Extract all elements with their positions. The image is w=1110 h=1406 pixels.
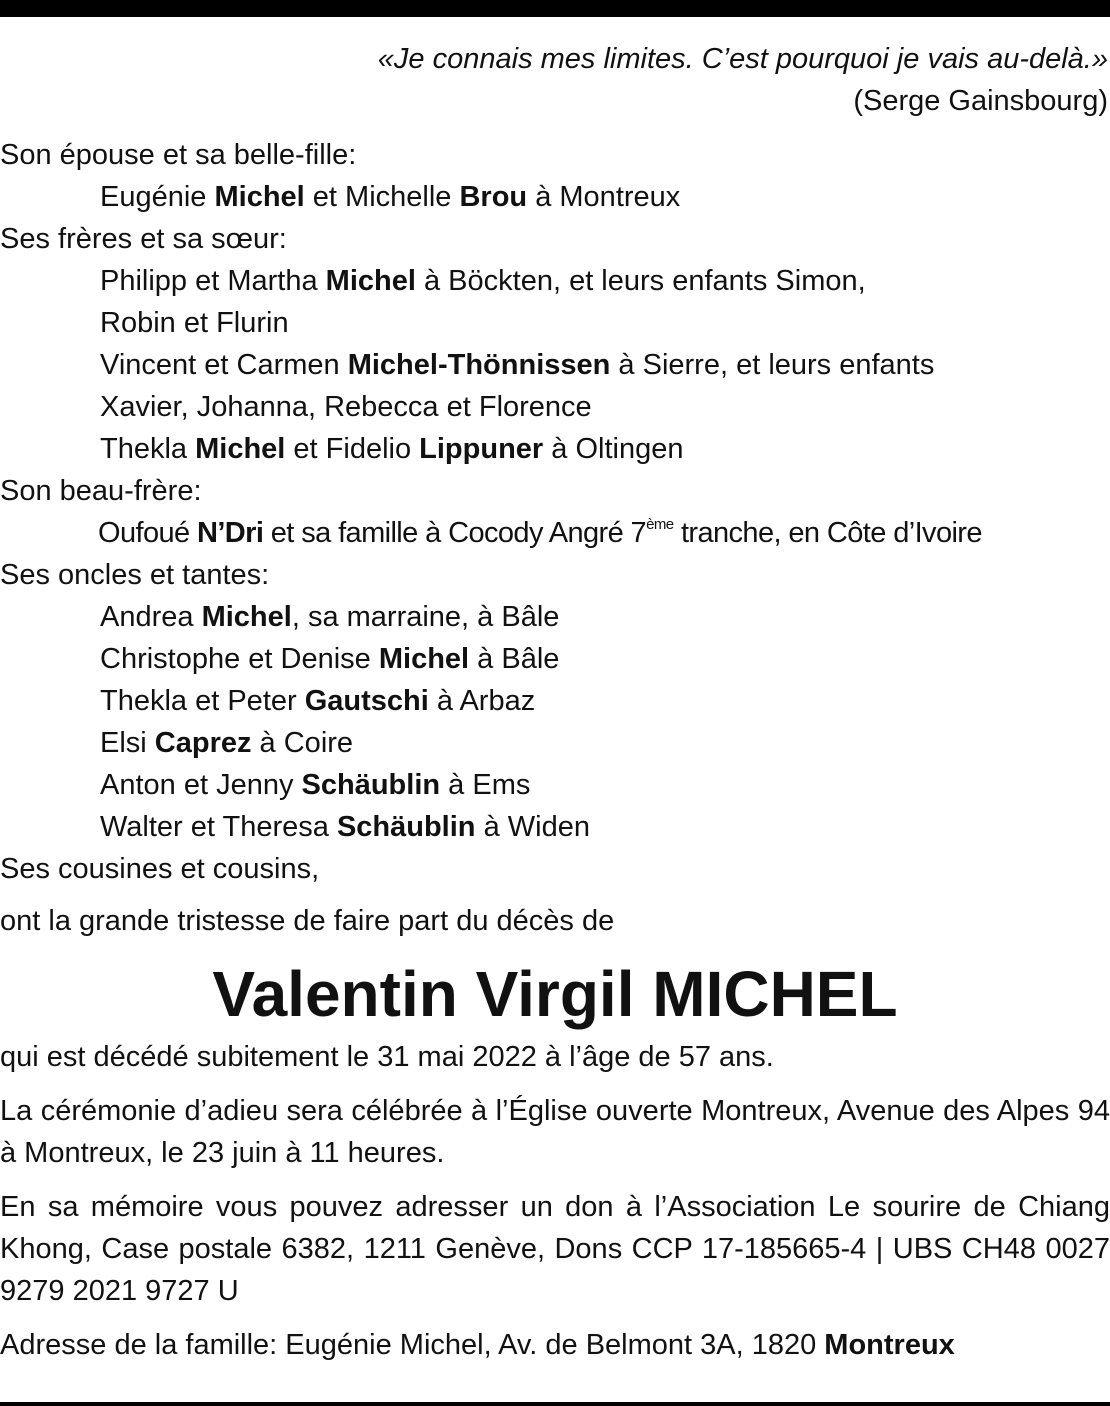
family-group-heading: Ses frères et sa sœur: [0,223,287,255]
text-segment: à Widen [475,811,590,843]
family-address-text: Adresse de la famille: Eugénie Michel, Av. de Belmont 3A, 1820 [0,1329,825,1361]
family-group-heading: Son beau-frère: [0,475,202,507]
text-segment: et sa famille à Cocody Angré 7 [263,517,647,549]
text-segment: à Arbaz [428,685,536,717]
family-group-heading: Ses cousines et cousins, [0,853,320,885]
text-segment: à Oltingen [543,433,684,465]
surname: Lippuner [419,433,544,465]
family-member-line [0,344,1110,386]
epigraph-author: (Serge Gainsbourg) [853,85,1108,117]
family-group-heading: Son épouse et sa belle-fille: [0,139,357,171]
text-segment: à Böckten, et leurs enfants Simon, [415,265,866,297]
surname: Gautschi [304,685,429,717]
text-segment: Elsi [100,727,155,759]
announcement-text: ont la grande tristesse de faire part du décès de [0,905,615,937]
text-segment: Oufoué [98,517,197,549]
family-address [0,1324,1110,1366]
family-member-line [0,176,1110,218]
text-segment: Thekla [100,433,196,465]
text-segment: à Bâle [469,643,560,675]
superscript: ème [646,516,674,533]
surname: Michel [378,643,470,675]
text-segment: Eugénie [100,181,215,213]
surname: Brou [459,181,528,213]
text-segment: tranche, en Côte d’Ivoire [673,517,982,549]
obituary-notice [0,38,1110,1378]
surname: N’Dri [197,517,264,549]
text-segment: Philipp et Martha [100,265,326,297]
surname: Michel [325,265,416,297]
bottom-border-rule [0,1402,1110,1406]
text-segment: et Fidelio [285,433,420,465]
text-segment: , sa marraine, à Bâle [291,601,560,633]
family-member-line [0,386,1110,428]
top-border-rule [0,0,1110,17]
text-segment: à Sierre, et leurs enfants [610,349,935,381]
text-segment: et Michelle [304,181,460,213]
text-segment: Anton et Jenny [100,769,302,801]
surname: Schäublin [336,811,476,843]
family-member-line [0,428,1110,470]
text-segment: Walter et Theresa [100,811,337,843]
family-member-line [0,302,1110,344]
surname: Michel [195,433,286,465]
family-member-line [0,512,1110,554]
family-member-line [0,260,1110,302]
family-member-line [0,680,1110,722]
text-segment: à Ems [440,769,531,801]
surname: Michel [214,181,305,213]
surname: Michel [201,601,292,633]
family-member-line [0,638,1110,680]
family-member-line [0,806,1110,848]
text-segment: Andrea [100,601,202,633]
deceased-name: Valentin Virgil MICHEL [212,958,898,1030]
death-notice: qui est décédé subitement le 31 mai 2022 à l’âge de 57 ans. [0,1041,774,1073]
surname: Caprez [154,727,252,759]
text-segment: à Coire [251,727,354,759]
text-segment: Robin et Flurin [100,307,289,339]
text-segment: Christophe et Denise [100,643,379,675]
family-member-line [0,722,1110,764]
family-list [0,134,1110,890]
donation-info: En sa mémoire vous pouvez adresser un don à l’Association Le sourire de Chiang Khong, Case postale 6382, 1211 Genève, Dons CCP 17-185665-4 | UBS CH48 0027 9279 2021 9727 U [0,1191,1110,1307]
text-segment: Thekla et Peter [100,685,305,717]
ceremony-info: La cérémonie d’adieu sera célébrée à l’Église ouverte Montreux, Avenue des Alpes 94 à Montreux, le 23 juin à 11 heures. [0,1095,1110,1169]
epigraph-quote: «Je connais mes limites. C’est pourquoi je vais au-delà.» [377,43,1108,75]
family-address-city: Montreux [824,1329,955,1361]
family-member-line [0,596,1110,638]
surname: Michel-Thönnissen [347,349,611,381]
family-member-line [0,764,1110,806]
family-group-heading: Ses oncles et tantes: [0,559,270,591]
surname: Schäublin [301,769,441,801]
text-segment: Xavier, Johanna, Rebecca et Florence [100,391,592,423]
text-segment: Vincent et Carmen [100,349,348,381]
text-segment: à Montreux [527,181,681,213]
